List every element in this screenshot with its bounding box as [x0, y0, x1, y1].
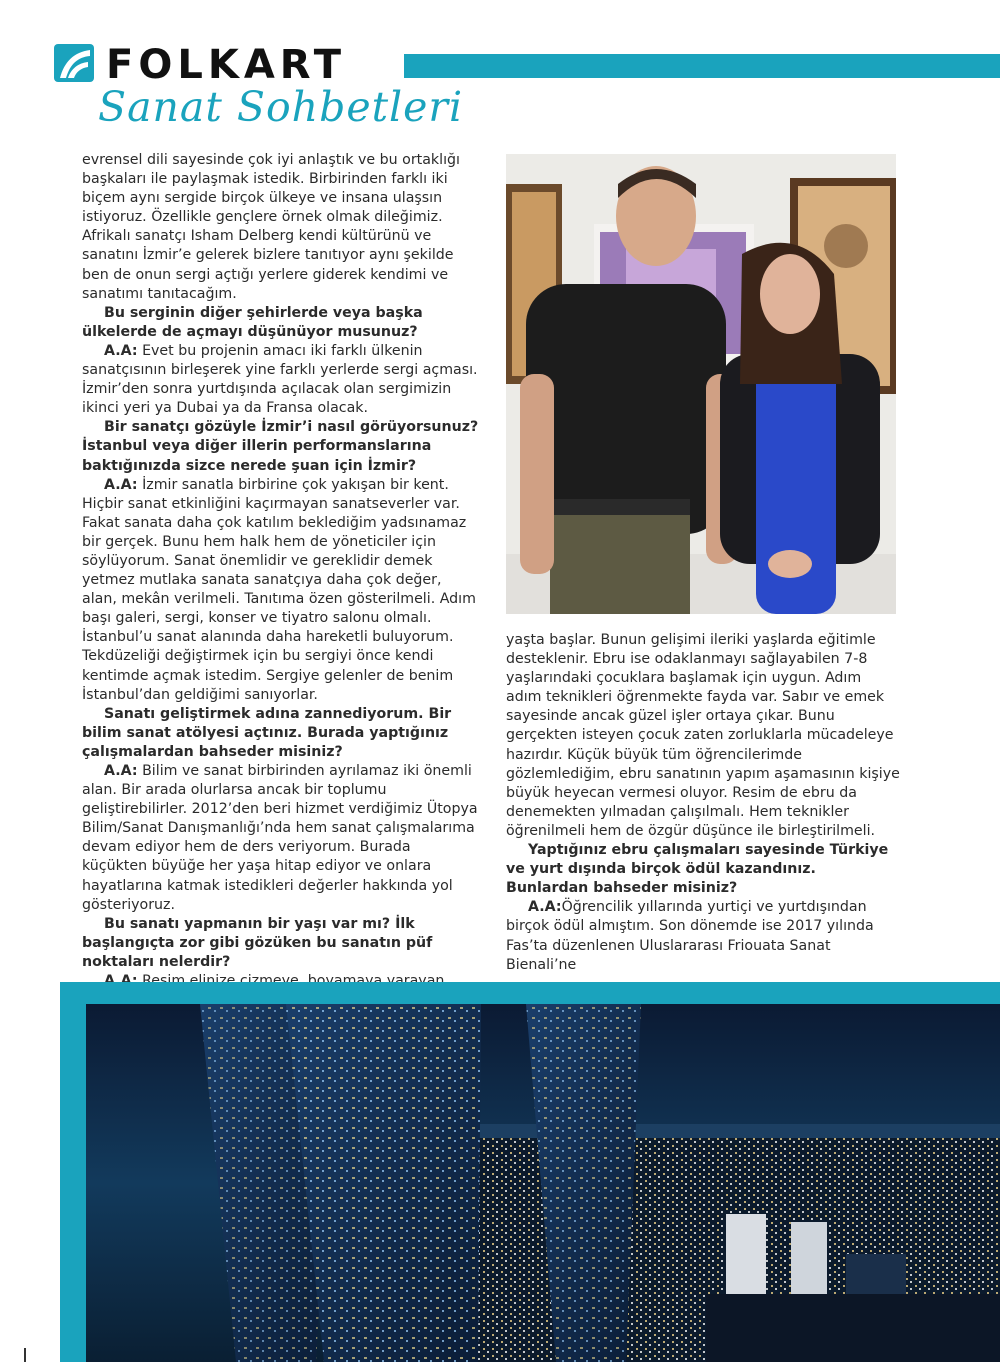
article-left-column	[82, 151, 480, 1010]
crop-mark	[24, 1348, 26, 1362]
article-right-column	[506, 631, 900, 975]
interview-question: Sanatı geliştirmek adına zannediyorum. Bir bilim sanat atölyesi açtınız. Burada yaptığınız çalışmalardan bahseder misiniz?	[82, 705, 452, 760]
magazine-header	[0, 0, 1000, 140]
speaker-label: A.A:	[528, 899, 562, 916]
speaker-label: A.A:	[104, 342, 138, 359]
interview-answer: A.A: Bilim ve sanat birbirinden ayrılamaz iki önemli alan. Bir arada olurlarsa ancak bir toplumu geliştirebilirler. 2012’den beri hizmet verdiğimiz Ütopya Bilim/Sanat Danışmanlığı’nda hem sanat çalışmalarıma devam ediyor hem de ders veriyorum. Burada küçükten büyüğe her yaşa hitap ediyor ve onlara hayatlarına katmak istedikleri değerler hakkında yol gösteriyoruz.	[82, 763, 478, 913]
interview-question: Yaptığınız ebru çalışmaları sayesinde Türkiye ve yurt dışında birçok ödül kazandınız. Bunlardan bahseder misiniz?	[506, 842, 889, 897]
interview-answer: A.A: İzmir sanatla birbirine çok yakışan bir kent. Hiçbir sanat etkinliğini kaçırmayan sanatseverler var. Fakat sanata daha çok katılım beklediğim yadsınamaz bir gerçek. Bunu hem halk hem de yöneticiler için söylüyorum. Sanat önemlidir ve gereklidir demek yetmez mutlaka sanata sanatçıya daha çok değer, alan, mekân verilmeli. Tanıtıma özen gösterilmeli. Adım başı galeri, sergi, konser ve tiyatro salonu olmalı. İstanbul’u sanat alanında daha hareketli buluyorum. Tekdüzeliği değiştirmek için bu sergiyi önce kendi kentimde açmak istedim. Sergiye gelenler de benim İstanbul’dan geldiğimi sanıyorlar.	[82, 476, 476, 703]
speaker-label: A.A:	[104, 763, 138, 779]
interview-question: Bu serginin diğer şehirlerde veya başka ülkelerde de açmayı düşünüyor musunuz?	[82, 304, 423, 340]
interview-answer: A.A:Öğrencilik yıllarında yurtiçi ve yurtdışından birçok ödül almıştım. Son dönemde ise 2017 yılında Fas’ta düzenlenen Uluslararası Friouata Sanat Bienali’ne	[506, 899, 874, 973]
speaker-label: A.A:	[104, 476, 138, 493]
interview-question: Bir sanatçı gözüyle İzmir’i nasıl görüyorsunuz? İstanbul veya diğer illerin performanslarına baktığınızda sizce nerede şuan için İzmir?	[82, 419, 479, 474]
city-skyline-photo	[86, 1004, 1000, 1362]
brand-name: FOLKART	[106, 42, 347, 88]
interview-answer: A.A: Evet bu projenin amacı iki farklı ülkenin sanatçısının birleşerek yine farklı yerlerde sergi açması. İzmir’den sonra yurtdışında açılacak olan sergimizin ikinci yeri ya Dubai ya da Fransa olacak.	[82, 342, 478, 417]
interview-photo	[506, 154, 896, 614]
interview-question: Bu sanatı yapmanın bir yaşı var mı? İlk başlangıçta zor gibi gözüken bu sanatın püf noktaları nelerdir?	[82, 915, 433, 970]
folkart-logo-icon	[54, 44, 94, 82]
article-paragraph: evrensel dili sayesinde çok iyi anlaştık ve bu ortaklığı başkaları ile paylaşmak istedik. Birbirinden farklı iki biçem aynı sergide birçok ülkeye ve insana ulaşsın istiyoruz. Özellikle gençlere örnek olmak dileğimiz. Afrikalı sanatçı Isham Delberg kendi kültürünü ve sanatını İzmir’e gelerek bizlere tanıtıyor aynı şekilde ben de onun sergi açtığı yerlere giderek kendimi ve sanatımı tanıtacağım.	[82, 152, 460, 302]
header-accent-bar	[404, 54, 1000, 78]
section-title: Sanat Sohbetleri	[98, 83, 464, 131]
article-paragraph: yaşta başlar. Bunun gelişimi ileriki yaşlarda eğitimle desteklenir. Ebru ise odaklanmayı sağlayabilen 7-8 yaşlarındaki çocuklara başlamak için uygun. Adım adım teknikleri öğrenmekte fayda var. Sabır ve emek sayesinde ancak güzel işler ortaya çıkar. Bunu gerçekten isteyen çocuk zaten zorluklarla mücadeleye hazırdır. Küçük büyük tüm öğrencilerimde gözlemlediğim, ebru sanatının yapım aşamasının kişiye büyük heyecan vermesi oluyor. Resim de ebru da denemekten yılmadan çalışılmalı. Hem teknikler öğrenilmeli hem de özgür düşünce ile birleştirilmeli.	[506, 632, 900, 839]
